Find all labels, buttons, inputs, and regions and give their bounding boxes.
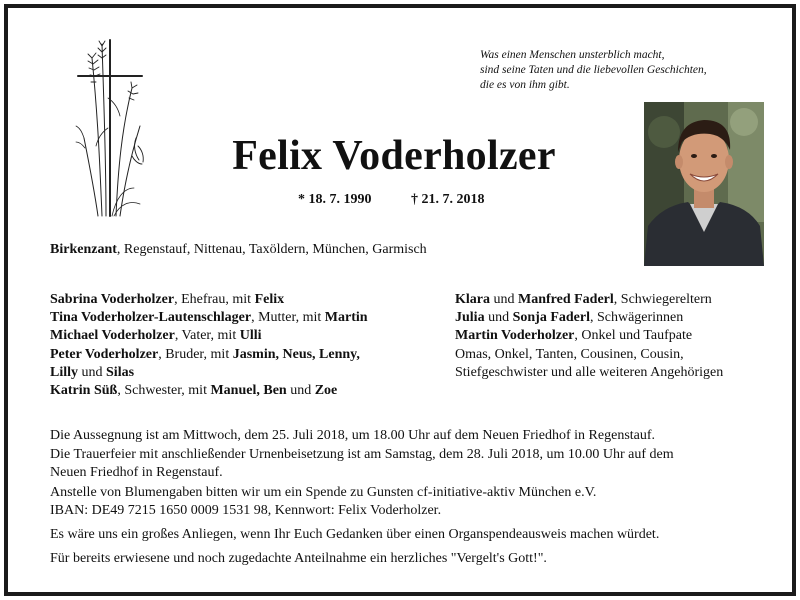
mourner-relation: , Vater, mit <box>174 328 240 344</box>
mourner-name: Klara <box>455 292 490 307</box>
cross-with-grass-icon <box>72 38 152 218</box>
mourner-name: Manuel, Ben <box>210 383 287 399</box>
mourner-name: Felix <box>254 292 285 307</box>
mourner-line <box>50 291 430 309</box>
mourner-name: Martin Voderholzer <box>455 328 575 344</box>
memorial-quote <box>480 48 780 93</box>
mourner-name: Michael Voderholzer <box>50 328 175 344</box>
mourner-relation: , Schwiegereltern <box>613 292 712 307</box>
deceased-name: Felix Voderholzer <box>232 133 556 179</box>
notice-line: Die Aussegnung ist am Mittwoch, dem 25. Juli 2018, um 18.00 Uhr auf dem Neuen Friedhof in Regenstauf. <box>50 428 656 443</box>
mourner-relation: und <box>286 383 315 399</box>
mourner-line <box>50 309 430 327</box>
quote-line: Was einen Menschen unsterblich macht, <box>480 49 665 61</box>
mourner-line: Stiefgeschwister und alle weiteren Angehörigen <box>455 364 724 380</box>
mourner-relation: und <box>490 292 518 307</box>
place-others: , Regenstauf, Nittenau, Taxöldern, München, Garmisch <box>116 242 427 257</box>
obituary-frame <box>4 4 796 596</box>
mourner-name: Tina Voderholzer-Lautenschlager <box>50 310 252 326</box>
mourner-name: Peter Voderholzer <box>50 346 159 362</box>
mourner-relation: , Mutter, mit <box>251 310 325 326</box>
mourner-name: Jasmin, Neus, Lenny, <box>232 346 360 362</box>
mourner-line <box>50 382 430 400</box>
mourner-line <box>455 327 775 345</box>
mourner-name: Lilly <box>50 364 79 380</box>
mourner-name: Sabrina Voderholzer <box>50 292 175 307</box>
mourner-name: Silas <box>106 364 135 380</box>
mourner-relation: und <box>78 364 107 380</box>
notice-line: Für bereits erwiesene und noch zugedachte Anteilnahme ein herzliches "Vergelt's Gott!". <box>50 550 547 566</box>
notice-line: Anstelle von Blumengaben bitten wir um ein Spende zu Gunsten cf-initiative-aktiv München e.V. <box>50 484 597 500</box>
mourner-relation: , Schwägerinnen <box>589 310 684 326</box>
quote-line: die es von ihm gibt. <box>480 79 570 91</box>
mourner-name: Zoe <box>314 383 338 399</box>
mourner-line <box>50 346 430 364</box>
mourner-relation: , Ehefrau, mit <box>174 292 255 307</box>
mourner-relation: , Schwester, mit <box>117 383 211 399</box>
life-dates <box>298 192 485 208</box>
mourner-name: Martin <box>324 310 368 326</box>
notice-line: Es wäre uns ein großes Anliegen, wenn Ihr Euch Gedanken über einen Organspendeausweis machen würdet. <box>50 526 660 542</box>
notice-line: Neuen Friedhof in Regenstauf. <box>50 465 223 481</box>
service-notice <box>50 427 770 568</box>
mourner-line <box>50 327 430 345</box>
quote-line: sind seine Taten und die liebevollen Geschichten, <box>480 64 707 76</box>
mourner-name: Sonja Faderl <box>512 310 590 326</box>
notice-line: Die Trauerfeier mit anschließender Urnenbeisetzung ist am Samstag, dem 28. Juli 2018, um 10.00 Uhr auf dem <box>50 446 674 462</box>
birth-date: * 18. 7. 1990 <box>298 192 372 207</box>
place-primary: Birkenzant <box>50 242 117 257</box>
mourners-left-column <box>50 291 430 400</box>
mourner-name: Manfred Faderl <box>518 292 614 307</box>
mourner-line <box>455 309 775 327</box>
death-date: † 21. 7. 2018 <box>411 192 485 207</box>
mourner-line <box>455 291 775 309</box>
notice-line: IBAN: DE49 7215 1650 0009 1531 98, Kennwort: Felix Voderholzer. <box>50 503 442 519</box>
mourner-line: Omas, Onkel, Tanten, Cousinen, Cousin, <box>455 346 684 362</box>
mourner-relation: , Onkel und Taufpate <box>574 328 693 344</box>
mourner-relation: , Bruder, mit <box>158 346 233 362</box>
mourner-line <box>50 364 430 382</box>
mourners-right-column <box>455 291 775 382</box>
mourner-relation: und <box>484 310 513 326</box>
mourner-name: Katrin Süß <box>50 383 118 399</box>
places-line <box>50 242 427 258</box>
portrait-photo <box>644 102 764 266</box>
mourner-name: Julia <box>455 310 485 326</box>
mourner-name: Ulli <box>239 328 262 344</box>
